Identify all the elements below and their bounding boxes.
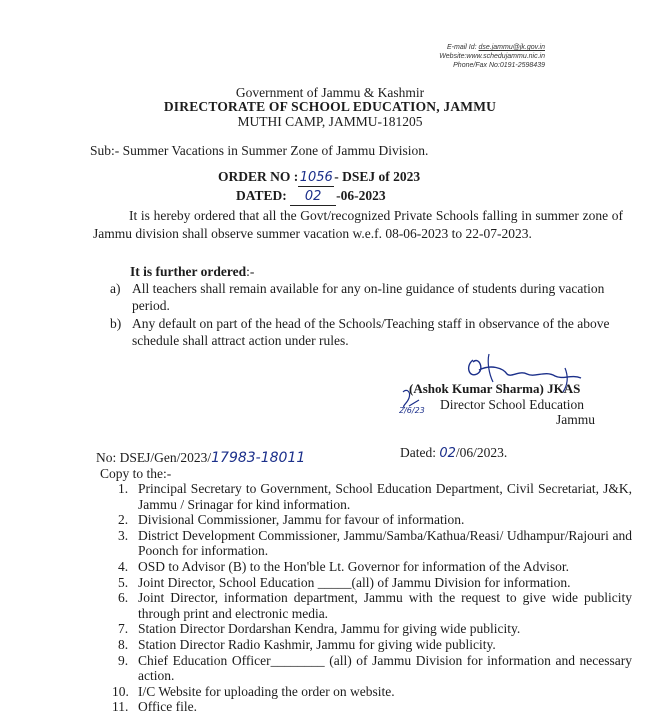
order-paragraph-text: It is hereby ordered that all the Govt/recognized Private Schools falling in summer zone of Jammu division shall observe summer vacation w.e.f. 08-06-2023 to 22-07-2023. [93,208,623,241]
list-marker: a) [110,281,121,296]
address-heading: MUTHI CAMP, JAMMU-181205 [237,114,423,129]
further-ordered-label: It is further ordered [130,264,247,279]
list-marker: b) [110,316,122,331]
further-orders-list [110,280,630,350]
list-item [112,621,632,637]
list-marker: 1. [118,481,129,496]
list-item [112,684,632,700]
list-item [112,528,632,559]
email-label: E-mail Id: [446,44,477,51]
dispatch-date-label: Dated: [400,445,436,460]
order-block [218,168,420,206]
copy-to-list [112,481,632,715]
list-marker: 4. [118,558,129,574]
list-item-text: Principal Secretary to Government, School Education Department, Civil Secretariat, J&K, Jammu / Srinagar for kind information. [138,481,632,512]
dated-label: DATED: [236,188,287,203]
list-item-text: Joint Director, School Education _____(all) of Jammu Division for information. [138,574,571,590]
signatory-title: Director School Education [440,397,584,412]
list-item [112,481,632,512]
dispatch-date [400,445,507,461]
list-item-text: OSD to Advisor (B) to the Hon'ble Lt. Governor for information of the Advisor. [138,558,570,574]
list-item-text: Station Director Dordarshan Kendra, Jammu for giving wide publicity. [138,621,521,637]
list-item-text: Joint Director, information department, Jammu with the request to give wide publicity through print and electronic media. [138,590,632,621]
order-number-handwritten: 1056 [299,170,333,185]
list-item-text: District Development Commissioner, Jammu/Samba/Kathua/Reasi/ Udhampur/Rajouri and Poonch for information. [138,527,632,559]
further-ordered-heading [130,264,254,280]
dispatch-date-rest: /06/2023. [455,445,508,460]
list-item [112,637,632,653]
list-item [112,512,632,528]
list-marker: 10. [112,683,129,699]
email-link[interactable]: dse.jammu@jk.gov.in [478,44,545,51]
phone-fax: Phone/Fax No:0191-2598439 [453,62,545,69]
contact-block [439,43,545,70]
list-marker: 7. [118,621,129,637]
list-item [112,699,632,715]
list-marker: 11. [112,699,129,715]
list-item [112,575,632,591]
list-marker: 8. [118,636,129,652]
list-item [112,653,632,684]
list-marker: 9. [118,652,129,668]
order-suffix: - DSEJ of 2023 [334,169,421,184]
order-label: ORDER NO : [218,169,299,184]
dispatch-number-label: No: DSEJ/Gen/2023/ [96,450,212,465]
subject-line: Sub:- Summer Vacations in Summer Zone of Jammu Division. [90,143,429,158]
list-item-text: Chief Education Officer________ (all) of Jammu Division for information and necessary action. [138,652,632,684]
list-item-text: All teachers shall remain available for any on-line guidance of students during vacation period. [132,281,605,313]
website-link[interactable]: www.schedujammu.nic.in [466,53,545,60]
list-item-text: Station Director Radio Kashmir, Jammu for giving wide publicity. [138,636,496,652]
list-item [112,559,632,575]
list-item [110,280,630,314]
list-item [112,590,632,621]
list-item-text: Any default on part of the head of the Schools/Teaching staff in observance of the above schedule shall attract action under rules. [132,316,610,348]
list-item-text: I/C Website for uploading the order on website. [138,683,395,699]
website-label: Website: [439,53,467,60]
order-paragraph [93,207,623,243]
copy-to-heading: Copy to the:- [100,466,172,481]
dispatch-number-handwritten: 17983-18011 [211,450,306,466]
signature-initial-date: 2/6/23 [399,406,425,415]
list-item-text: Divisional Commissioner, Jammu for favour of information. [138,512,465,528]
list-item [110,315,630,349]
signatory-city: Jammu [556,412,595,427]
government-heading: Government of Jammu & Kashmir [235,85,425,100]
list-item-text: Office file. [138,699,197,715]
list-marker: 6. [118,590,129,606]
signatory-name: (Ashok Kumar Sharma) JKAS [409,381,581,396]
dated-rest: -06-2023 [336,188,386,203]
dated-day-handwritten: 02 [290,188,336,206]
list-marker: 2. [118,512,129,528]
directorate-heading: DIRECTORATE OF SCHOOL EDUCATION, JAMMU [163,99,497,114]
list-marker: 3. [118,527,129,543]
list-marker: 5. [118,574,129,590]
dispatch-date-day-handwritten: 02 [439,446,456,461]
further-ordered-suffix: :- [246,264,255,279]
dispatch-number [96,450,305,466]
